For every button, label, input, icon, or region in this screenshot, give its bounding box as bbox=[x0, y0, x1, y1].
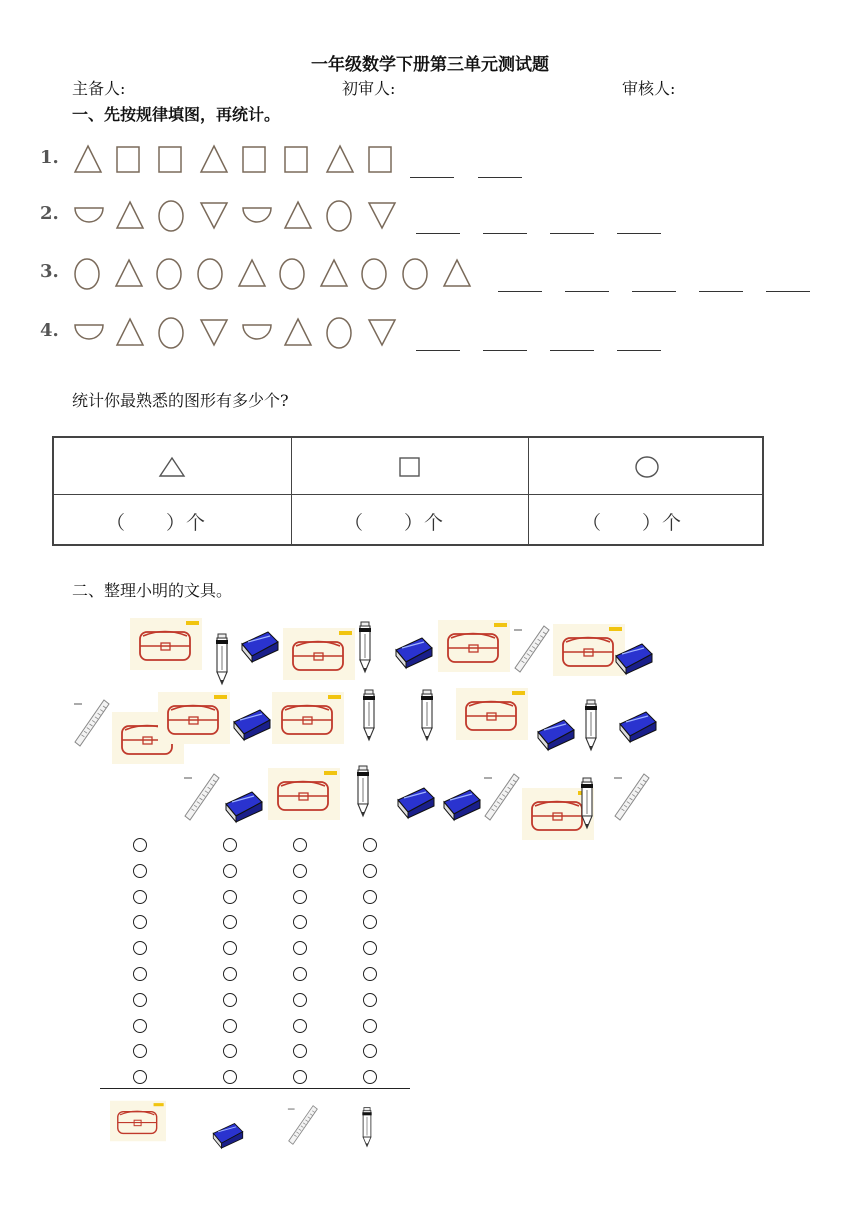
preparer-label: 主备人: bbox=[72, 79, 126, 98]
square-icon bbox=[398, 456, 422, 478]
pencil-icon bbox=[578, 776, 596, 834]
tally-circle[interactable] bbox=[293, 864, 307, 878]
tally-circle[interactable] bbox=[223, 890, 237, 904]
pencil-box-icon bbox=[438, 620, 510, 676]
pencil-box-icon bbox=[272, 692, 344, 748]
chart-baseline bbox=[100, 1088, 410, 1089]
triangle-icon bbox=[198, 143, 230, 175]
pencil-box-icon bbox=[456, 688, 528, 744]
tally-circle[interactable] bbox=[363, 838, 377, 852]
eraser-icon bbox=[440, 786, 484, 826]
triangle-icon bbox=[236, 257, 268, 289]
inv-triangle-icon bbox=[198, 316, 230, 348]
circle-icon bbox=[277, 257, 307, 291]
tally-circle[interactable] bbox=[133, 1044, 147, 1058]
answer-blank[interactable] bbox=[416, 233, 460, 234]
triangle-icon bbox=[113, 257, 145, 289]
ruler-icon bbox=[612, 772, 652, 826]
tally-circle[interactable] bbox=[363, 864, 377, 878]
tally-circle[interactable] bbox=[223, 967, 237, 981]
table-divider bbox=[54, 494, 762, 495]
triangle-icon bbox=[114, 316, 146, 348]
answer-blank[interactable] bbox=[416, 350, 460, 351]
circle-icon bbox=[156, 316, 186, 350]
answer-blank[interactable] bbox=[699, 291, 743, 292]
circle-icon bbox=[634, 455, 660, 479]
ruler-icon bbox=[72, 698, 112, 752]
square-icon bbox=[282, 143, 310, 175]
eraser-icon bbox=[612, 640, 656, 680]
reviewer-label: 审核人: bbox=[622, 79, 676, 98]
triangle-icon bbox=[282, 199, 314, 231]
circle-icon bbox=[324, 199, 354, 233]
table-divider bbox=[291, 438, 292, 544]
tally-circle[interactable] bbox=[293, 993, 307, 1007]
pencil-icon bbox=[360, 688, 378, 746]
tally-circle[interactable] bbox=[293, 1070, 307, 1084]
tally-circle[interactable] bbox=[363, 993, 377, 1007]
eraser-icon bbox=[616, 708, 660, 748]
triangle-icon bbox=[324, 143, 356, 175]
tally-circle[interactable] bbox=[293, 941, 307, 955]
section1-heading: 一、先按规律填图，再统计。 bbox=[72, 105, 281, 124]
answer-blank[interactable] bbox=[478, 177, 522, 178]
circle-icon bbox=[72, 257, 102, 291]
tally-circle[interactable] bbox=[223, 838, 237, 852]
circle-icon bbox=[156, 199, 186, 233]
eraser-icon bbox=[534, 716, 578, 756]
tally-circle[interactable] bbox=[223, 1044, 237, 1058]
pencil-box-icon bbox=[130, 618, 202, 674]
square-count-cell[interactable]: （ ）个 bbox=[344, 512, 445, 534]
answer-blank[interactable] bbox=[766, 291, 810, 292]
triangle-icon bbox=[282, 316, 314, 348]
pencil-icon bbox=[418, 688, 436, 746]
answer-blank[interactable] bbox=[550, 233, 594, 234]
tally-circle[interactable] bbox=[293, 967, 307, 981]
tally-circle[interactable] bbox=[363, 1044, 377, 1058]
tally-circle[interactable] bbox=[133, 993, 147, 1007]
circle-icon bbox=[154, 257, 184, 291]
tally-circle[interactable] bbox=[293, 890, 307, 904]
square-icon bbox=[240, 143, 268, 175]
stats-question: 统计你最熟悉的图形有多少个? bbox=[72, 391, 289, 410]
answer-blank[interactable] bbox=[632, 291, 676, 292]
tally-circle[interactable] bbox=[133, 864, 147, 878]
tally-circle[interactable] bbox=[133, 915, 147, 929]
answer-blank[interactable] bbox=[617, 350, 661, 351]
row-number: 3. bbox=[40, 261, 59, 282]
answer-blank[interactable] bbox=[617, 233, 661, 234]
eraser-icon bbox=[238, 628, 282, 668]
triangle-count-cell[interactable]: （ ）个 bbox=[106, 512, 207, 534]
answer-blank[interactable] bbox=[410, 177, 454, 178]
eraser-icon bbox=[230, 706, 274, 746]
eraser-icon bbox=[394, 784, 438, 824]
semicircle-icon bbox=[240, 199, 274, 231]
tally-circle[interactable] bbox=[363, 941, 377, 955]
pencil-box-icon bbox=[283, 628, 355, 684]
tally-circle[interactable] bbox=[293, 915, 307, 929]
answer-blank[interactable] bbox=[550, 350, 594, 351]
pencil-box-icon bbox=[268, 768, 340, 824]
row-number: 1. bbox=[40, 147, 59, 168]
tally-circle[interactable] bbox=[133, 838, 147, 852]
pencil-icon bbox=[354, 764, 372, 822]
semicircle-icon bbox=[240, 316, 274, 348]
tally-circle[interactable] bbox=[223, 1019, 237, 1033]
table-divider bbox=[528, 438, 529, 544]
row-number: 4. bbox=[40, 320, 59, 341]
ruler-icon bbox=[182, 772, 222, 826]
tally-circle[interactable] bbox=[293, 1019, 307, 1033]
tally-circle[interactable] bbox=[223, 915, 237, 929]
semicircle-icon bbox=[72, 316, 106, 348]
circle-icon bbox=[195, 257, 225, 291]
eraser-icon bbox=[210, 1120, 246, 1154]
circle-icon bbox=[400, 257, 430, 291]
ruler-icon bbox=[512, 624, 552, 678]
triangle-icon bbox=[158, 456, 186, 478]
tally-circle[interactable] bbox=[363, 1019, 377, 1033]
tally-circle[interactable] bbox=[133, 967, 147, 981]
pencil-icon bbox=[356, 620, 374, 678]
inv-triangle-icon bbox=[366, 316, 398, 348]
page-title: 一年级数学下册第三单元测试题 bbox=[311, 55, 549, 75]
tally-circle[interactable] bbox=[133, 1019, 147, 1033]
answer-blank[interactable] bbox=[483, 233, 527, 234]
pencil-box-icon bbox=[110, 1094, 166, 1152]
square-icon bbox=[156, 143, 184, 175]
triangle-icon bbox=[318, 257, 350, 289]
tally-circle[interactable] bbox=[223, 864, 237, 878]
circle-count-cell[interactable]: （ ）个 bbox=[582, 512, 683, 534]
row-number: 2. bbox=[40, 203, 59, 224]
eraser-icon bbox=[392, 634, 436, 674]
tally-circle[interactable] bbox=[363, 915, 377, 929]
first-reviewer-label: 初审人: bbox=[342, 79, 396, 98]
square-icon bbox=[366, 143, 394, 175]
tally-circle[interactable] bbox=[293, 1044, 307, 1058]
pencil-icon bbox=[213, 632, 231, 690]
stats-table bbox=[52, 436, 764, 546]
triangle-icon bbox=[72, 143, 104, 175]
tally-circle[interactable] bbox=[293, 838, 307, 852]
ruler-icon bbox=[286, 1104, 320, 1150]
tally-circle[interactable] bbox=[223, 1070, 237, 1084]
section2-heading: 二、整理小明的文具。 bbox=[72, 581, 233, 600]
ruler-icon bbox=[482, 772, 522, 826]
tally-circle[interactable] bbox=[223, 993, 237, 1007]
eraser-icon bbox=[222, 788, 266, 828]
tally-circle[interactable] bbox=[363, 1070, 377, 1084]
answer-blank[interactable] bbox=[483, 350, 527, 351]
circle-icon bbox=[359, 257, 389, 291]
answer-blank[interactable] bbox=[498, 291, 542, 292]
tally-circle[interactable] bbox=[223, 941, 237, 955]
triangle-icon bbox=[441, 257, 473, 289]
tally-circle[interactable] bbox=[363, 967, 377, 981]
pencil-box-icon bbox=[158, 692, 230, 748]
tally-circle[interactable] bbox=[133, 941, 147, 955]
tally-circle[interactable] bbox=[363, 890, 377, 904]
tally-circle[interactable] bbox=[133, 890, 147, 904]
pencil-icon bbox=[582, 698, 600, 756]
answer-blank[interactable] bbox=[565, 291, 609, 292]
square-icon bbox=[114, 143, 142, 175]
inv-triangle-icon bbox=[366, 199, 398, 231]
tally-circle[interactable] bbox=[133, 1070, 147, 1084]
circle-icon bbox=[324, 316, 354, 350]
inv-triangle-icon bbox=[198, 199, 230, 231]
pencil-icon bbox=[360, 1106, 374, 1152]
triangle-icon bbox=[114, 199, 146, 231]
semicircle-icon bbox=[72, 199, 106, 231]
